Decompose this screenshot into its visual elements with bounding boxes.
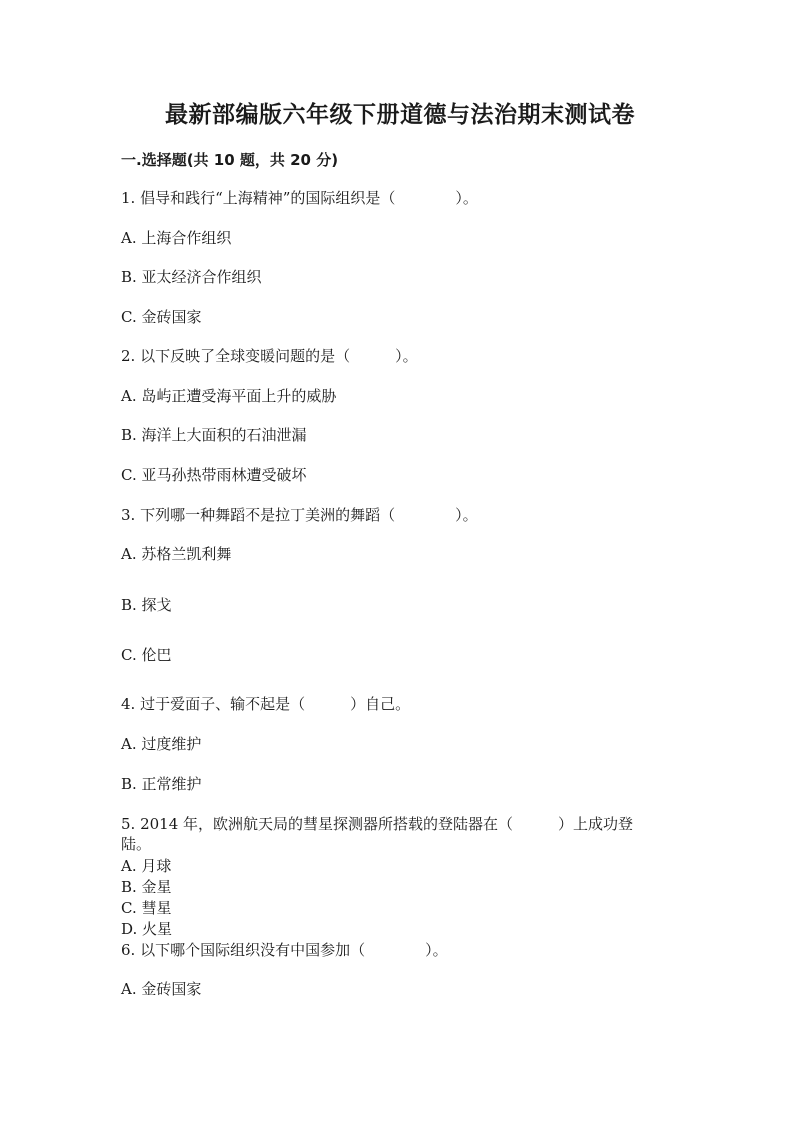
question-3-option-a: A. 苏格兰凯利舞 [121,545,232,563]
question-4-option-b: B. 正常维护 [121,775,202,793]
question-3-option-b: B. 探戈 [121,596,172,614]
question-1-option-c: C. 金砖国家 [121,308,202,326]
question-3-stem: 3. 下列哪一种舞蹈不是拉丁美洲的舞蹈（ ）。 [121,506,478,524]
question-2-option-b: B. 海洋上大面积的石油泄漏 [121,426,307,444]
question-2-stem: 2. 以下反映了全球变暖问题的是（ ）。 [121,347,418,365]
section-heading: 一.选择题(共 10 题，共 20 分) [121,151,339,169]
question-5-stem-continued: 陆。 [121,835,152,853]
question-5-option-d: D. 火星 [121,920,173,938]
question-5-option-a: A. 月球 [121,857,172,875]
question-6-option-a: A. 金砖国家 [121,980,202,998]
question-4-option-a: A. 过度维护 [121,735,202,753]
question-2-option-c: C. 亚马孙热带雨林遭受破坏 [121,466,307,484]
question-1-option-b: B. 亚太经济合作组织 [121,268,262,286]
question-6-stem: 6. 以下哪个国际组织没有中国参加（ ）。 [121,941,448,959]
question-1-stem: 1. 倡导和践行“上海精神”的国际组织是（ ）。 [121,189,478,207]
question-4-stem: 4. 过于爱面子、输不起是（ ）自己。 [121,695,411,713]
question-1-option-a: A. 上海合作组织 [121,229,232,247]
question-3-option-c: C. 伦巴 [121,646,172,664]
question-5-stem: 5. 2014 年，欧洲航天局的彗星探测器所搭载的登陆器在（ ）上成功登 [121,815,634,833]
question-5-option-b: B. 金星 [121,878,172,896]
page-title: 最新部编版六年级下册道德与法治期末测试卷 [165,102,635,128]
question-5-option-c: C. 彗星 [121,899,172,917]
question-2-option-a: A. 岛屿正遭受海平面上升的威胁 [121,387,337,405]
